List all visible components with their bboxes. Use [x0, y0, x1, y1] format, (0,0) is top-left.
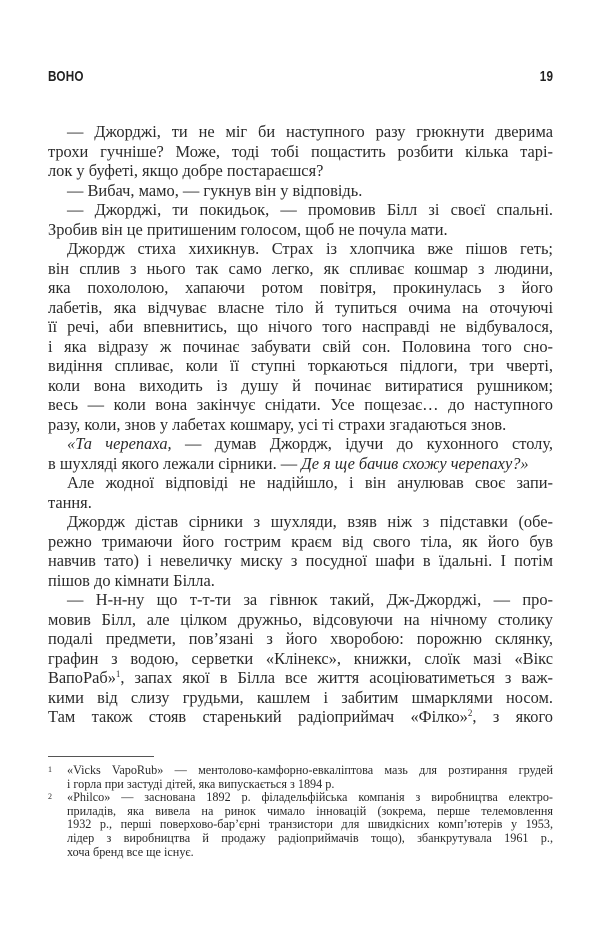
text-segment: лабетів, яка відчуває власне тіло й тупиться очима на оточуючі — [48, 297, 553, 317]
page-number: 19 — [539, 68, 553, 85]
text-line — [48, 590, 553, 610]
footnote-line — [67, 818, 553, 832]
text-line — [48, 142, 553, 162]
footnote-line — [67, 805, 553, 819]
text-segment: коли вона виходить із душу й починає витиратися рушником; — [48, 375, 553, 395]
text-line — [48, 376, 553, 396]
text-line — [48, 668, 553, 688]
footnote-divider — [48, 756, 154, 757]
text-line — [48, 220, 553, 240]
paragraph — [48, 512, 553, 590]
text-segment: весь — коли вона закінчує снідати. Усе пощезає… до наступного — [48, 395, 553, 414]
text-segment: її речі, аби впевнитись, що нічого того насправді не відбувалося, — [48, 317, 553, 336]
text-line — [48, 454, 553, 474]
text-segment: Джордж стиха хихикнув. Страх із хлопчика вже пішов геть; — [67, 239, 553, 258]
footnote-text: 1932 р., перші поверхово-бар’єрні транзистори для швидкісних комп’ютерів у 1953, — [67, 817, 553, 832]
text-segment: лок у буфеті, якщо добре постараєшся? — [48, 161, 324, 180]
text-line — [48, 337, 553, 357]
text-segment: , з якого — [472, 707, 553, 726]
text-segment: Зробив він це притишеним голосом, щоб не почула мати. — [48, 219, 448, 239]
text-segment: режно тримаючи його гострим краєм від свого тіла, як його був — [48, 531, 553, 551]
text-line — [48, 395, 553, 415]
italic-text: «Та черепаха, — [67, 434, 172, 453]
text-segment: він сплив з нього так само легко, як спливає кошмар з людини, — [48, 258, 553, 278]
text-segment: разу, коли, знов у лабетах кошмару, усі ті страхи згадаються знов. — [48, 414, 507, 434]
text-segment: — Джорджі, ти не міг би наступного разу грюкнути дверима — [67, 122, 553, 141]
footnote-number: 2 — [48, 792, 52, 802]
text-line — [48, 200, 553, 220]
footnote-ref: 2 — [467, 708, 473, 718]
footnote-text: приладів, яка вивела на ринок чимало інновацій (зокрема, перше телемовлення — [67, 803, 553, 818]
text-line — [48, 278, 553, 298]
text-segment: — Вибач, мамо, — гукнув він у відповідь. — [67, 180, 363, 200]
footnote-text: лідер з виробництва й продажу радіоприймачів тощо), збанкрутувала 1961 р., — [67, 830, 553, 845]
paragraph — [48, 181, 553, 201]
text-line — [48, 415, 553, 435]
paragraph — [48, 239, 553, 434]
text-segment: навчив тато) і невеличку миску з посудної шафи в їдальні. І потім — [48, 551, 553, 570]
text-segment: тання. — [48, 492, 92, 512]
footnote-text: і горла при застуді дітей, яка випускається з 1894 р. — [67, 776, 335, 791]
footnote-text: «Philco» — заснована 1892 р. філадельфійська компанія з виробництва електро- — [67, 790, 553, 805]
text-segment: ВапоРаб» — [48, 668, 116, 687]
text-segment: Але жодної відповіді не надійшло, і він анулював своє запи- — [67, 473, 553, 492]
text-line — [48, 532, 553, 552]
text-segment: — думав Джордж, ідучи до кухонного столу, — [171, 434, 553, 453]
text-line — [48, 551, 553, 571]
text-segment: подалі предмети, пов’язані з його хворобою: порожню склянку, — [48, 629, 553, 648]
running-title: ВОНО — [48, 68, 84, 85]
text-line — [48, 493, 553, 513]
footnote-text: хоча бренд все ще існує. — [67, 844, 194, 859]
text-line — [48, 239, 553, 259]
footnote-line — [67, 764, 553, 778]
text-segment: — Н-н-ну що т-т-ти за гівнюк такий, Дж-Джорджі, — про- — [67, 590, 553, 609]
text-segment: видіння спливає, коли її ступні торкаються підлоги, три чверті, — [48, 356, 553, 375]
text-segment: — Джорджі, ти покидьок, — промовив Білл зі своєї спальні. — [67, 200, 553, 219]
text-segment: мовив Білл, але цілком дружньо, відсовуючи на нічному столику — [48, 609, 553, 629]
text-line — [48, 610, 553, 630]
text-segment: трохи гучніше? Може, тоді тобі пощастить розбити кілька тарі- — [48, 141, 553, 161]
footnote-ref: 1 — [115, 669, 121, 679]
italic-text: Де я ще бачив схожу черепаху?» — [301, 453, 529, 473]
text-line — [48, 434, 553, 454]
text-line — [48, 259, 553, 279]
text-segment: графин з водою, серветки «Клінекс», книжки, слоїк мазі «Вікс — [48, 648, 553, 668]
text-segment: кими від слизу грудьми, кашлем і забитим шмарклями носом. — [48, 687, 553, 707]
text-segment: , запах якої в Білла все життя асоціюватиметься з важ- — [120, 668, 553, 687]
paragraph — [48, 200, 553, 239]
text-segment: Там також стояв старенький радіоприймач «Філко» — [48, 707, 468, 726]
footnote-line — [67, 778, 553, 792]
body-text — [48, 122, 553, 727]
text-line — [48, 181, 553, 201]
paragraph — [48, 434, 553, 473]
paragraph — [48, 122, 553, 181]
text-line — [48, 317, 553, 337]
footnote-text: «Vicks VapoRub» — ментолово-камфорно-евкаліптова мазь для розтирання грудей — [67, 763, 553, 777]
text-line — [48, 571, 553, 591]
text-segment: і яка відразу ж починає забувати свій сон. Половина того сно- — [48, 336, 553, 356]
text-line — [48, 122, 553, 142]
paragraph — [48, 473, 553, 512]
text-line — [48, 161, 553, 181]
text-segment: Джордж дістав сірники з шухляди, взяв ніж з підставки (обе- — [67, 512, 553, 531]
text-segment: пішов до кімнати Білла. — [48, 570, 215, 590]
text-line — [48, 356, 553, 376]
footnote — [48, 791, 553, 859]
footnotes — [48, 764, 553, 859]
footnote-line — [67, 791, 553, 805]
footnote-line — [67, 846, 553, 860]
text-line — [48, 298, 553, 318]
text-segment: в шухляді якого лежали сірники. — — [48, 453, 302, 473]
paragraph — [48, 590, 553, 727]
footnote — [48, 764, 553, 791]
text-line — [48, 629, 553, 649]
text-line — [48, 707, 553, 727]
text-line — [48, 688, 553, 708]
text-line — [48, 649, 553, 669]
footnote-number: 1 — [48, 765, 52, 774]
text-segment: яка похололою, хапаючи ротом повітря, прокинулась з його — [48, 278, 553, 297]
text-line — [48, 512, 553, 532]
text-line — [48, 473, 553, 493]
footnote-line — [67, 832, 553, 846]
